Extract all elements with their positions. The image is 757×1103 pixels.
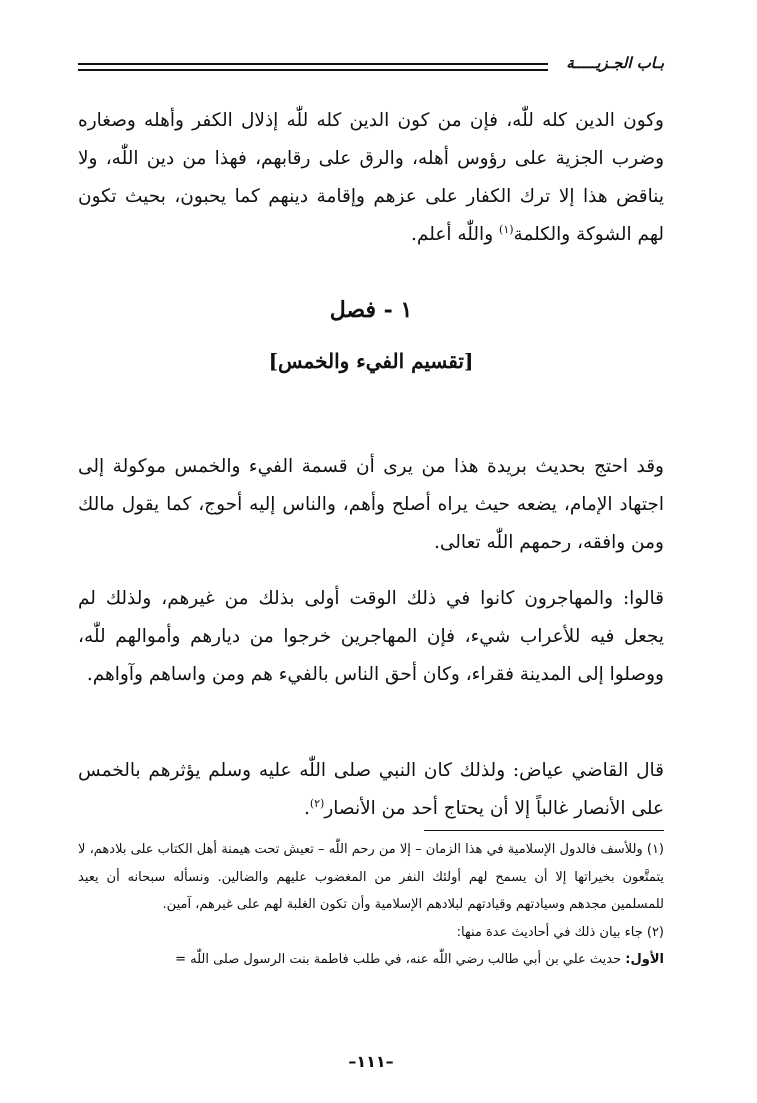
paragraph-1-tail: واللّٰه أعلم. (411, 224, 500, 245)
paragraph-1 (78, 102, 664, 254)
footnote-2-text: حديث علي بن أبي طالب رضي اللّٰه عنه، في طلب فاطمة بنت الرسول صلى اللّٰه = (175, 952, 626, 967)
footnote-ref-1[interactable]: (١) (499, 222, 514, 236)
header-rule-bottom (78, 69, 548, 71)
header-rule-top (78, 63, 548, 65)
section-subtitle: [تقسيم الفيء والخمس] (268, 349, 474, 373)
running-title: بـاب الجـزيـــــة (566, 54, 664, 72)
paragraph-1-text: وكون الدين كله للّٰه، فإن من كون الدين كله للّٰه إذلال الكفر وأهله وصغاره وضرب الجزية على رؤوس أهله، والرق على رقابهم، فهذا من دين اللّٰه، ولا يناقض هذا إلا ترك الكفار على عزهم وإقامة دينهم كما يحبون، بحيث تكون لهم الشوكة والكلمة (78, 110, 664, 245)
page-number: –١١١– (348, 1052, 394, 1071)
paragraph-2: وقد احتج بحديث بريدة هذا من يرى أن قسمة الفيء والخمس موكولة إلى اجتهاد الإمام، يضعه حيث يراه أصلح وأهم، والناس إليه أحوج، كما يقول مالك ومن وافقه، رحمهم اللّٰه تعالى. (78, 456, 664, 553)
paragraph-4-text: قال القاضي عياض: ولذلك كان النبي صلى اللّٰه عليه وسلم يؤثرهم بالخمس على الأنصار غالباً إلا أن يحتاج أحد من الأنصار (78, 760, 664, 819)
footnote-separator (424, 830, 664, 831)
footnote-2-label: الأول: (625, 952, 664, 967)
paragraph-3: قالوا: والمهاجرون كانوا في ذلك الوقت أولى بذلك من غيرهم، ولذلك لم يجعل فيه للأعراب شيء، فإن المهاجرين خرجوا من ديارهم وأموالهم للّٰه، ووصلوا إلى المدينة فقراء، وكان أحق الناس بالفيء هم ومن واساهم وآواهم. (78, 588, 664, 685)
footnote-ref-2[interactable]: (٢) (309, 796, 325, 810)
footnote-2: (٢) جاء بيان ذلك في أحاديث عدة منها: (456, 924, 664, 940)
footnotes (78, 836, 664, 974)
paragraph-4 (78, 752, 664, 828)
footnote-2-continuation (78, 946, 664, 974)
footnote-1: (١) وللأسف فالدول الإسلامية في هذا الزمان – إلا من رحم اللّٰه – تعيش تحت هيمنة أهل الكتاب على بلادهم، لا يتمتَّعون بخيراتها إلا أن يسمح لهم أولئك النفر من المغضوب عليهم والضالين. ونسأله سبحانه أن يعيد للمسلمين مجدهم وسيادتهم وقيادتهم لبلادهم الإسلامية وأن تكون الغلبة لهم على غيرهم، آمين. (78, 842, 664, 912)
book-page (78, 52, 664, 1082)
paragraph-4-tail: . (303, 798, 310, 819)
section-heading: ١ - فصل (329, 297, 413, 323)
running-header (78, 52, 664, 86)
